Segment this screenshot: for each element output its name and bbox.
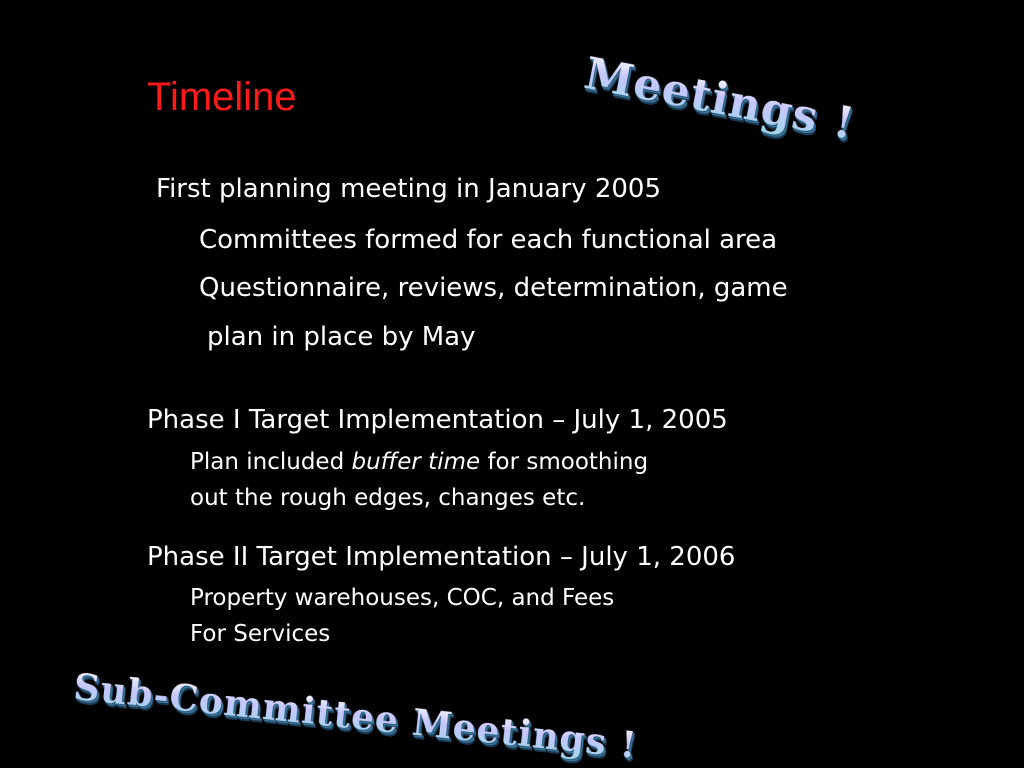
phase1-detail-line1 — [190, 447, 648, 477]
phase2-detail-line1: Property warehouses, COC, and Fees — [190, 585, 615, 611]
committees-line: Committees formed for each functional area — [199, 225, 778, 255]
phase1-detail-line2: out the rough edges, changes etc. — [190, 485, 586, 511]
questionnaire-line: Questionnaire, reviews, determination, game — [199, 273, 788, 303]
phase2-detail-line2: For Services — [190, 621, 331, 647]
slide-title: Timeline — [147, 75, 297, 119]
phase1-heading: Phase I Target Implementation – July 1, 2005 — [147, 405, 728, 435]
buffer-time-emphasis: buffer time — [351, 449, 481, 475]
wordart-sub-committee-meetings: Sub-Committee Meetings ! — [71, 666, 640, 767]
plan-in-place-line: plan in place by May — [207, 322, 476, 352]
planning-meeting-line: First planning meeting in January 2005 — [156, 174, 662, 204]
phase1-detail-pre: Plan included — [190, 449, 352, 475]
phase2-heading: Phase II Target Implementation – July 1, 2006 — [147, 542, 736, 572]
wordart-meetings: Meetings ! — [580, 48, 859, 151]
phase1-detail-post: for smoothing — [480, 449, 649, 475]
